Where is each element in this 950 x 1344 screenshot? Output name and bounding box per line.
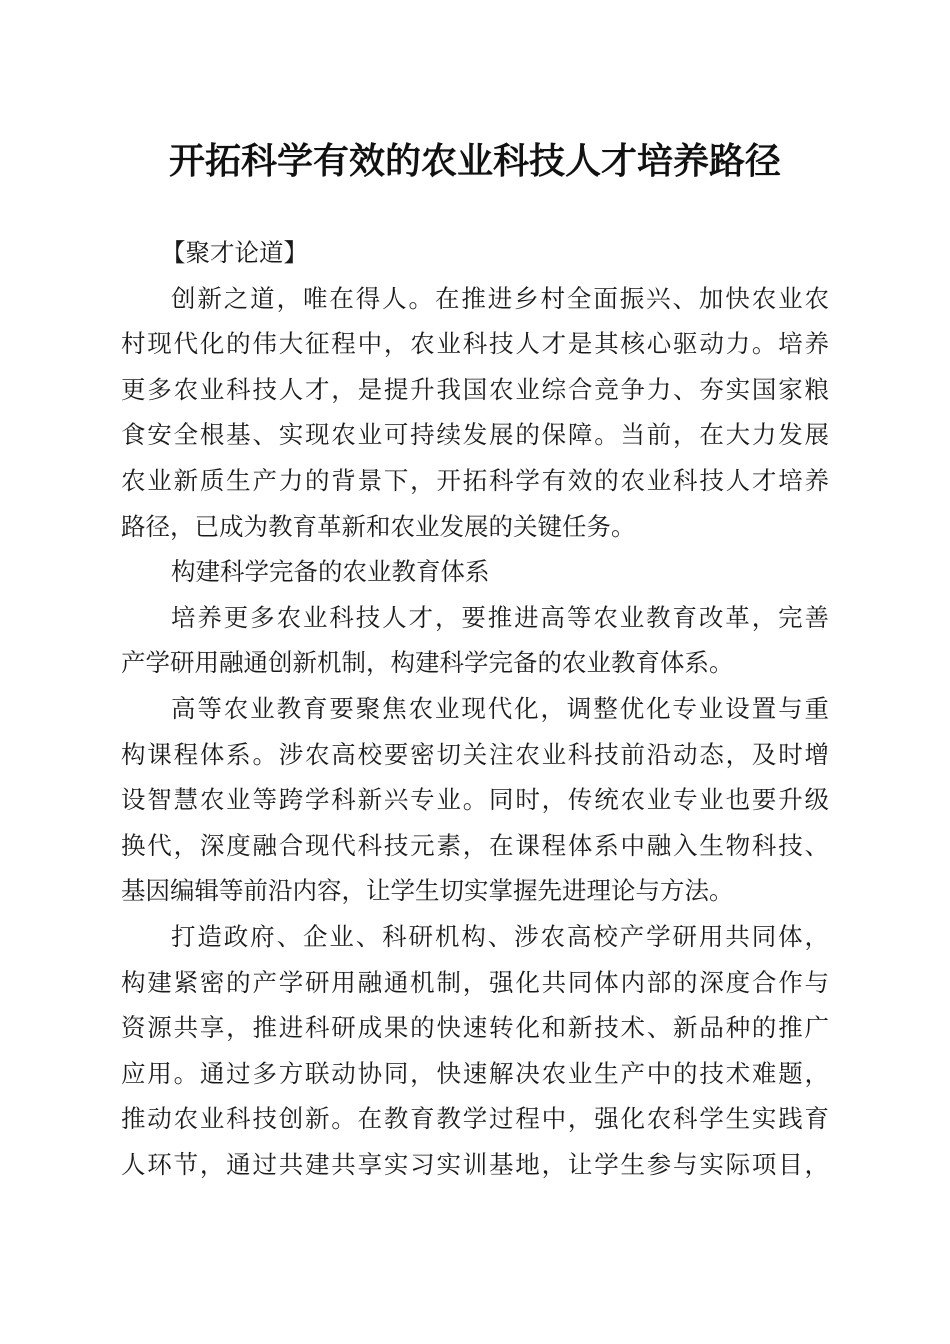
paragraph-line: 推动农业科技创新。在教育教学过程中，强化农科学生实践育 — [121, 1104, 829, 1134]
paragraph-line: 农业新质生产力的背景下，开拓科学有效的农业科技人才培养 — [121, 465, 829, 495]
paragraph-line: 路径，已成为教育革新和农业发展的关键任务。 — [121, 511, 636, 541]
paragraph-line: 基因编辑等前沿内容，让学生切实掌握先进理论与方法。 — [121, 876, 734, 906]
column-tag: 【聚才论道】 — [161, 238, 308, 267]
document-title: 开拓科学有效的农业科技人才培养路径 — [168, 140, 781, 182]
paragraph-line: 换代，深度融合现代科技元素，在课程体系中融入生物科技、 — [121, 830, 829, 860]
section-heading: 构建科学完备的农业教育体系 — [171, 557, 490, 587]
paragraph-line: 创新之道，唯在得人。在推进乡村全面振兴、加快农业农 — [171, 283, 829, 313]
document-body — [121, 230, 829, 1187]
paragraph-line: 人环节，通过共建共享实习实训基地，让学生参与实际项目， — [121, 1149, 829, 1179]
paragraph-line: 设智慧农业等跨学科新兴专业。同时，传统农业专业也要升级 — [121, 785, 829, 815]
paragraph-line: 打造政府、企业、科研机构、涉农高校产学研用共同体， — [171, 921, 829, 951]
paragraph-line: 高等农业教育要聚焦农业现代化，调整优化专业设置与重 — [171, 693, 829, 723]
paragraph-line: 资源共享，推进科研成果的快速转化和新技术、新品种的推广 — [121, 1013, 829, 1043]
paragraph-line: 培养更多农业科技人才，要推进高等农业教育改革，完善 — [171, 602, 829, 632]
paragraph-line: 构课程体系。涉农高校要密切关注农业科技前沿动态，及时增 — [121, 739, 829, 769]
paragraph-line: 更多农业科技人才，是提升我国农业综合竞争力、夯实国家粮 — [121, 374, 829, 404]
paragraph-line: 产学研用融通创新机制，构建科学完备的农业教育体系。 — [121, 648, 734, 678]
paragraph-line: 构建紧密的产学研用融通机制，强化共同体内部的深度合作与 — [121, 967, 829, 997]
paragraph-line: 应用。通过多方联动协同，快速解决农业生产中的技术难题， — [121, 1058, 829, 1088]
paragraph-line: 食安全根基、实现农业可持续发展的保障。当前，在大力发展 — [121, 420, 829, 450]
paragraph-line: 村现代化的伟大征程中，农业科技人才是其核心驱动力。培养 — [121, 329, 829, 359]
